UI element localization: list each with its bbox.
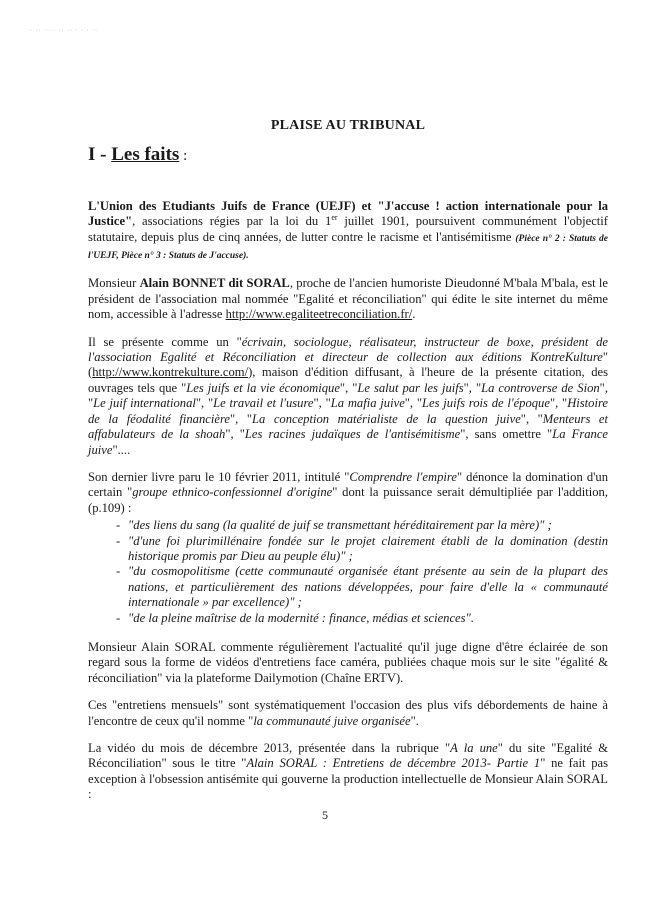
list-item: - "de la pleine maîtrise de la modernité : finance, médias et sciences".: [128, 611, 608, 626]
quoted-phrase: la communauté juive organisée: [253, 713, 411, 728]
book-title: Le juif international: [93, 396, 196, 411]
paragraph-text: Son dernier livre paru le 10 février 2011, intitulé ": [88, 469, 350, 484]
book-title: Les juifs et la vie économique: [186, 380, 340, 395]
paragraph-text: " (: [88, 350, 608, 380]
book-title: La controverse de Sion: [481, 380, 600, 395]
quote-list: [88, 518, 608, 626]
book-title: Les juifs rois de l'époque: [422, 396, 550, 411]
org-jaccuse: "J'accuse ! action internationale pour la Justice": [88, 198, 608, 229]
conjunction: et: [355, 198, 378, 213]
paragraph-soral: [88, 276, 608, 322]
book-title: La mafia juive: [330, 396, 405, 411]
book-title: La conception matérialiste de la question juive: [251, 411, 521, 426]
org-uejf: L'Union des Etudiants Juifs de France (UEJF): [88, 198, 356, 213]
paragraph-entretiens: [88, 698, 608, 729]
paragraph-text: , associations régies par la loi du 1: [132, 214, 332, 229]
list-item: - "du cosmopolitisme (cette communauté organisée étant présente au sein de la plupart des nations, et particulièrement des nations développées, pour faire d'elle la « communauté internationale » par excellence)" ;: [128, 564, 608, 610]
quoted-phrase: A la une: [450, 741, 498, 755]
url-kontrekulture[interactable]: http://www.kontrekulture.com/: [92, 365, 249, 380]
book-title: Le travail et l'usure: [213, 396, 314, 411]
paragraph-text: , proche de l'ancien humoriste Dieudonné M'bala M'bala, est le président de l'association mal nommée "Egalité et réconciliation" qui édite le site internet du même nom, accessible à l'adresse: [88, 276, 609, 322]
book-title: La France juive: [88, 427, 608, 457]
paragraph-presentation: Il se présente comme un "écrivain, sociologue, réalisateur, instructeur de boxe, président de l'association Egalité et Réconciliation et directeur de collection aux éditions KontreKulture" (http://www.kontrekulture.com/), maison d'édition diffusant, à l'heure de la présente citation, des ouvrages tels que "Les juifs et la vie économique", "Le salut par les juifs", "La controverse de Sion", "Le juif international", "Le travail et l'usure", "La mafia juive", "Les juifs rois de l'époque", "Histoire de la féodalité financière", "La conception matérialiste de la question juive", "Menteurs et affabulateurs de la shoah", "Les racines judaïques de l'antisémitisme", sans omettre "La France juive"....: [88, 334, 609, 457]
paragraph-text: ".: [410, 713, 419, 728]
document-page: [88, 118, 608, 815]
quoted-title: écrivain, sociologue, réalisateur, instructeur de boxe, président de l'association Egalité et Réconciliation et directeur de collection aux éditions KontreKulture: [88, 334, 608, 365]
url-egalite-reconciliation[interactable]: http://www.egaliteetreconciliation.fr/: [225, 307, 413, 322]
paragraph-videos: Monsieur Alain SORAL commente régulièrement l'actualité qu'il juge digne d'être éclairée de son regard sous la forme de vidéos d'entretiens face caméra, publiées chaque mois sur le site "égalité & réconciliation" via la plateforme Dailymotion (Chaîne ERTV).: [88, 639, 608, 685]
paragraph-text: Il se présente comme un ": [88, 334, 242, 349]
book-title: Histoire de la féodalité financière: [88, 396, 609, 426]
paragraph-text: La vidéo du mois de décembre 2013, présentée dans la rubrique ": [88, 741, 451, 755]
book-title: Le salut par les juifs: [357, 380, 464, 395]
page-number: 5: [322, 808, 328, 822]
paragraph-text: ", sans omettre ": [460, 427, 553, 442]
paragraph-december-video: [88, 741, 608, 803]
section-heading: [88, 144, 608, 166]
section-colon: :: [179, 148, 188, 165]
paragraph-text: " du site "Egalité & Réconciliation" sous le titre ": [88, 741, 609, 771]
section-label: Les faits: [111, 144, 180, 166]
quoted-phrase: groupe ethnico-confessionnel d'origine: [132, 485, 333, 500]
list-item: - "des liens du sang (la qualité de juif se transmettant héréditairement par la mère)" ;: [128, 518, 608, 533]
paragraph-text: " ne fait pas exception à l'obsession antisémite qui gouverne la production intellectuelle de Monsieur Alain SORAL :: [88, 756, 608, 802]
video-title: Alain SORAL : Entretiens de décembre 2013- Partie 1: [246, 756, 541, 771]
superscript: er: [331, 213, 338, 223]
page-title: PLAISE AU TRIBUNAL: [270, 118, 426, 133]
list-item: - "d'une foi plurimillénaire fondée sur le projet clairement établi de la domination (destin historique promis par Dieu au peuple élu)" ;: [128, 534, 608, 565]
section-number: I -: [88, 144, 112, 166]
book-title: Les racines judaïques de l'antisémitisme: [244, 427, 461, 442]
paragraph-text: Monsieur: [88, 276, 140, 291]
book-title: Comprendre l'empire: [349, 469, 457, 484]
paragraph-text: " dénonce la domination d'un certain ": [88, 469, 608, 500]
paragraph-parties: [88, 199, 608, 265]
paragraph-text: juillet 1901, poursuivent communément l'objectif statutaire, depuis plus de cinq années, de lutter contre le racisme et l'antisémitisme: [88, 214, 609, 244]
paragraph-text: ), maison d'édition diffusant, à l'heure de la présente citation, des ouvrages tels que ": [88, 365, 608, 395]
book-title: Menteurs et affabulateurs de la shoah: [88, 411, 608, 442]
paragraph-text: Ces "entretiens mensuels" sont systématiquement l'occasion des plus vifs débordements de haine à l'encontre de ceux qu'il nomme ": [88, 698, 608, 728]
person-name: Alain BONNET dit SORAL: [139, 276, 290, 291]
paragraph-text: " dont la puissance serait démultipliée par l'addition, (p.109) :: [88, 485, 608, 515]
paragraph-book: [88, 470, 608, 516]
paragraph-text: "....: [112, 442, 131, 457]
scan-header-mark: · ·· ···· ·· ·· · · · ··: [30, 28, 98, 34]
exhibit-reference: (Pièce n° 2 : Statuts de l'UEJF, Pièce n° 3 : Statuts de J'accuse).: [88, 233, 608, 262]
paragraph-text: .: [412, 307, 416, 322]
